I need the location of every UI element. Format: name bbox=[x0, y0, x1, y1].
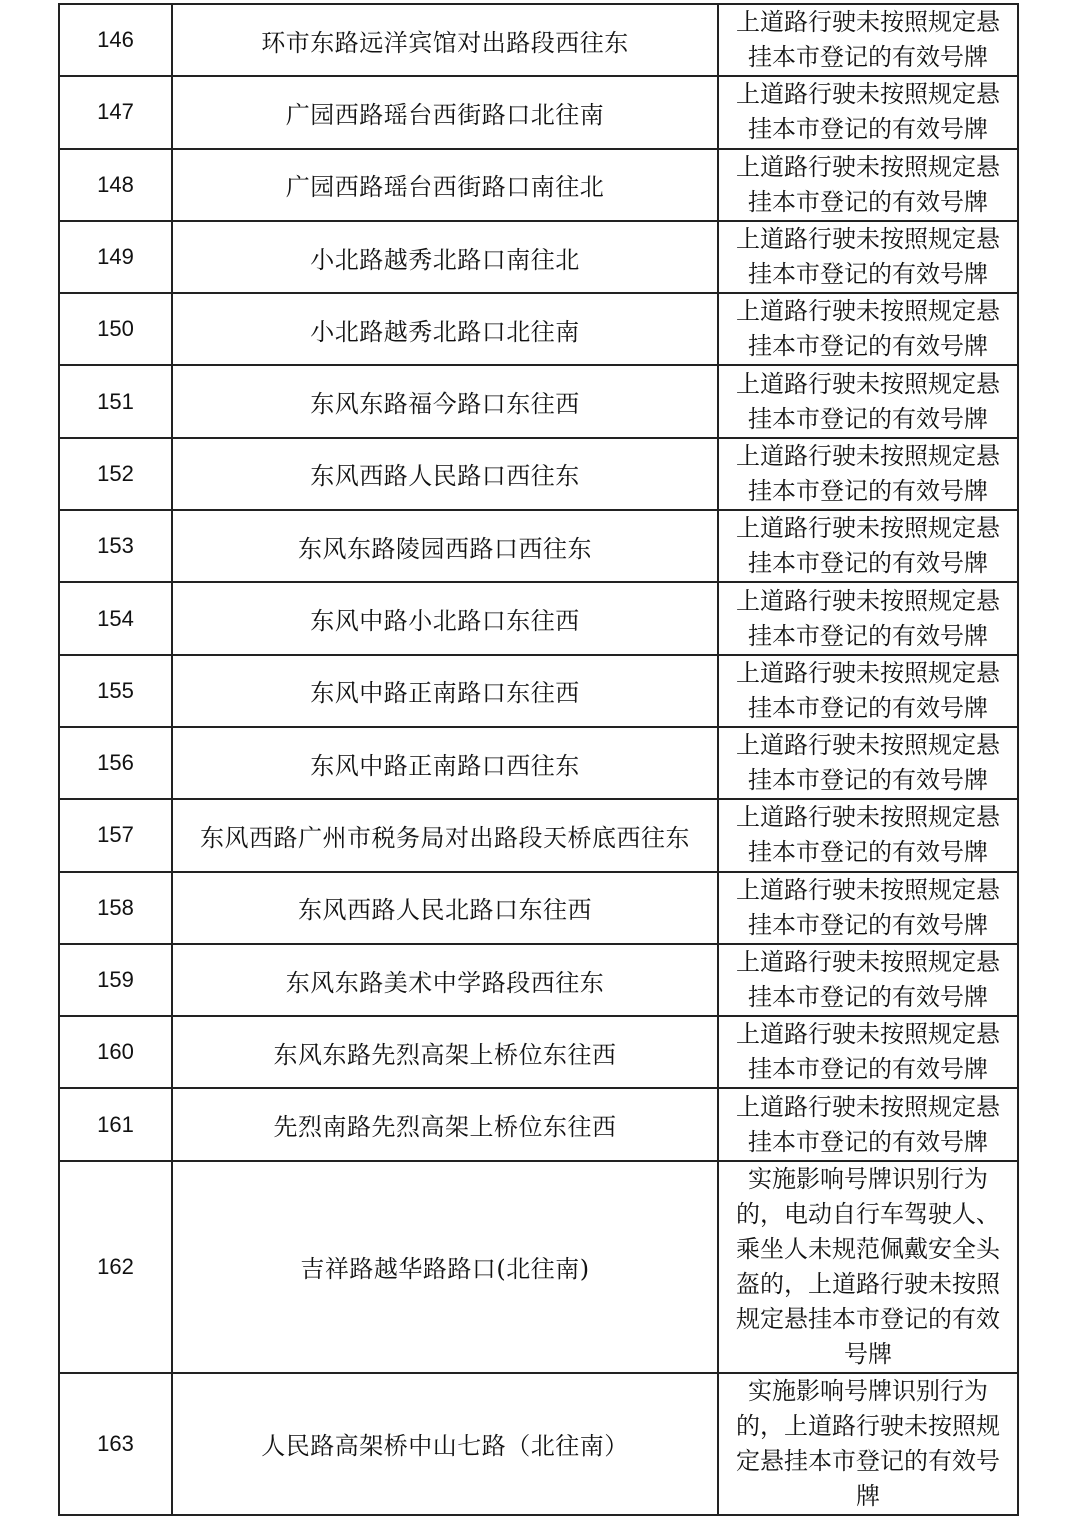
violation-cell bbox=[718, 1373, 1018, 1515]
table-row bbox=[59, 944, 1018, 1016]
location-cell: 东风中路正南路口东往西 bbox=[172, 655, 718, 727]
row-number: 148 bbox=[59, 149, 172, 221]
violation-cell bbox=[718, 221, 1018, 293]
violation-cell bbox=[718, 4, 1018, 76]
table-row bbox=[59, 510, 1018, 582]
violation-text: 上道路行驶未按照规定悬挂本市登记的有效号牌 bbox=[736, 1092, 1000, 1156]
table-row bbox=[59, 1161, 1018, 1373]
violation-cell bbox=[718, 438, 1018, 510]
violation-text: 实施影响号牌识别行为的，上道路行驶未按照规定悬挂本市登记的有效号牌 bbox=[736, 1376, 1000, 1510]
row-number: 155 bbox=[59, 655, 172, 727]
location-cell: 东风中路小北路口东往西 bbox=[172, 582, 718, 654]
violation-cell bbox=[718, 944, 1018, 1016]
table-row bbox=[59, 872, 1018, 944]
table-row bbox=[59, 221, 1018, 293]
location-cell: 吉祥路越华路路口(北往南) bbox=[172, 1161, 718, 1373]
table-row bbox=[59, 727, 1018, 799]
table-row bbox=[59, 365, 1018, 437]
row-number: 154 bbox=[59, 582, 172, 654]
violation-text: 上道路行驶未按照规定悬挂本市登记的有效号牌 bbox=[736, 297, 1000, 361]
table-row bbox=[59, 149, 1018, 221]
location-cell: 东风东路陵园西路口西往东 bbox=[172, 510, 718, 582]
row-number: 163 bbox=[59, 1373, 172, 1515]
location-cell: 人民路高架桥中山七路（北往南） bbox=[172, 1373, 718, 1515]
violation-cell bbox=[718, 799, 1018, 871]
row-number: 153 bbox=[59, 510, 172, 582]
row-number: 147 bbox=[59, 76, 172, 148]
table-row bbox=[59, 293, 1018, 365]
violation-text: 上道路行驶未按照规定悬挂本市登记的有效号牌 bbox=[736, 8, 1000, 72]
location-cell: 小北路越秀北路口南往北 bbox=[172, 221, 718, 293]
violation-cell bbox=[718, 1016, 1018, 1088]
location-cell: 广园西路瑶台西街路口南往北 bbox=[172, 149, 718, 221]
location-cell: 先烈南路先烈高架上桥位东往西 bbox=[172, 1088, 718, 1160]
violation-text: 上道路行驶未按照规定悬挂本市登记的有效号牌 bbox=[736, 658, 1000, 722]
violation-text: 上道路行驶未按照规定悬挂本市登记的有效号牌 bbox=[736, 369, 1000, 433]
violation-cell bbox=[718, 582, 1018, 654]
violation-cell bbox=[718, 76, 1018, 148]
row-number: 146 bbox=[59, 4, 172, 76]
violation-cell bbox=[718, 1161, 1018, 1373]
row-number: 152 bbox=[59, 438, 172, 510]
location-cell: 东风西路人民北路口东往西 bbox=[172, 872, 718, 944]
table-row bbox=[59, 76, 1018, 148]
table-row bbox=[59, 1088, 1018, 1160]
table-row bbox=[59, 438, 1018, 510]
row-number: 149 bbox=[59, 221, 172, 293]
location-cell: 东风西路广州市税务局对出路段天桥底西往东 bbox=[172, 799, 718, 871]
violation-text: 上道路行驶未按照规定悬挂本市登记的有效号牌 bbox=[736, 586, 1000, 650]
violation-text: 上道路行驶未按照规定悬挂本市登记的有效号牌 bbox=[736, 875, 1000, 939]
row-number: 158 bbox=[59, 872, 172, 944]
table-row bbox=[59, 4, 1018, 76]
row-number: 157 bbox=[59, 799, 172, 871]
location-cell: 广园西路瑶台西街路口北往南 bbox=[172, 76, 718, 148]
table-row bbox=[59, 655, 1018, 727]
location-cell: 东风东路先烈高架上桥位东往西 bbox=[172, 1016, 718, 1088]
table-row bbox=[59, 582, 1018, 654]
violation-cell bbox=[718, 727, 1018, 799]
violation-text: 上道路行驶未按照规定悬挂本市登记的有效号牌 bbox=[736, 731, 1000, 795]
violation-cell bbox=[718, 872, 1018, 944]
table-row bbox=[59, 1016, 1018, 1088]
row-number: 160 bbox=[59, 1016, 172, 1088]
row-number: 156 bbox=[59, 727, 172, 799]
violation-cell bbox=[718, 365, 1018, 437]
violation-cell bbox=[718, 293, 1018, 365]
violation-cell bbox=[718, 510, 1018, 582]
violation-text: 上道路行驶未按照规定悬挂本市登记的有效号牌 bbox=[736, 152, 1000, 216]
location-cell: 东风西路人民路口西往东 bbox=[172, 438, 718, 510]
violation-text: 上道路行驶未按照规定悬挂本市登记的有效号牌 bbox=[736, 803, 1000, 867]
location-cell: 东风中路正南路口西往东 bbox=[172, 727, 718, 799]
violation-cell bbox=[718, 149, 1018, 221]
table-row bbox=[59, 799, 1018, 871]
violation-text: 上道路行驶未按照规定悬挂本市登记的有效号牌 bbox=[736, 514, 1000, 578]
table-row bbox=[59, 1373, 1018, 1515]
location-cell: 环市东路远洋宾馆对出路段西往东 bbox=[172, 4, 718, 76]
row-number: 159 bbox=[59, 944, 172, 1016]
row-number: 162 bbox=[59, 1161, 172, 1373]
violation-text: 上道路行驶未按照规定悬挂本市登记的有效号牌 bbox=[736, 1020, 1000, 1084]
violation-text: 上道路行驶未按照规定悬挂本市登记的有效号牌 bbox=[736, 80, 1000, 144]
violation-table bbox=[58, 3, 1019, 1516]
location-cell: 东风东路美术中学路段西往东 bbox=[172, 944, 718, 1016]
row-number: 151 bbox=[59, 365, 172, 437]
violation-text: 上道路行驶未按照规定悬挂本市登记的有效号牌 bbox=[736, 441, 1000, 505]
row-number: 150 bbox=[59, 293, 172, 365]
violation-text: 上道路行驶未按照规定悬挂本市登记的有效号牌 bbox=[736, 225, 1000, 289]
violation-cell bbox=[718, 655, 1018, 727]
location-cell: 东风东路福今路口东往西 bbox=[172, 365, 718, 437]
row-number: 161 bbox=[59, 1088, 172, 1160]
location-cell: 小北路越秀北路口北往南 bbox=[172, 293, 718, 365]
violation-text: 实施影响号牌识别行为的，电动自行车驾驶人、乘坐人未规范佩戴安全头盔的，上道路行驶未按照规定悬挂本市登记的有效号牌 bbox=[736, 1164, 1000, 1368]
violation-cell bbox=[718, 1088, 1018, 1160]
violation-text: 上道路行驶未按照规定悬挂本市登记的有效号牌 bbox=[736, 948, 1000, 1011]
